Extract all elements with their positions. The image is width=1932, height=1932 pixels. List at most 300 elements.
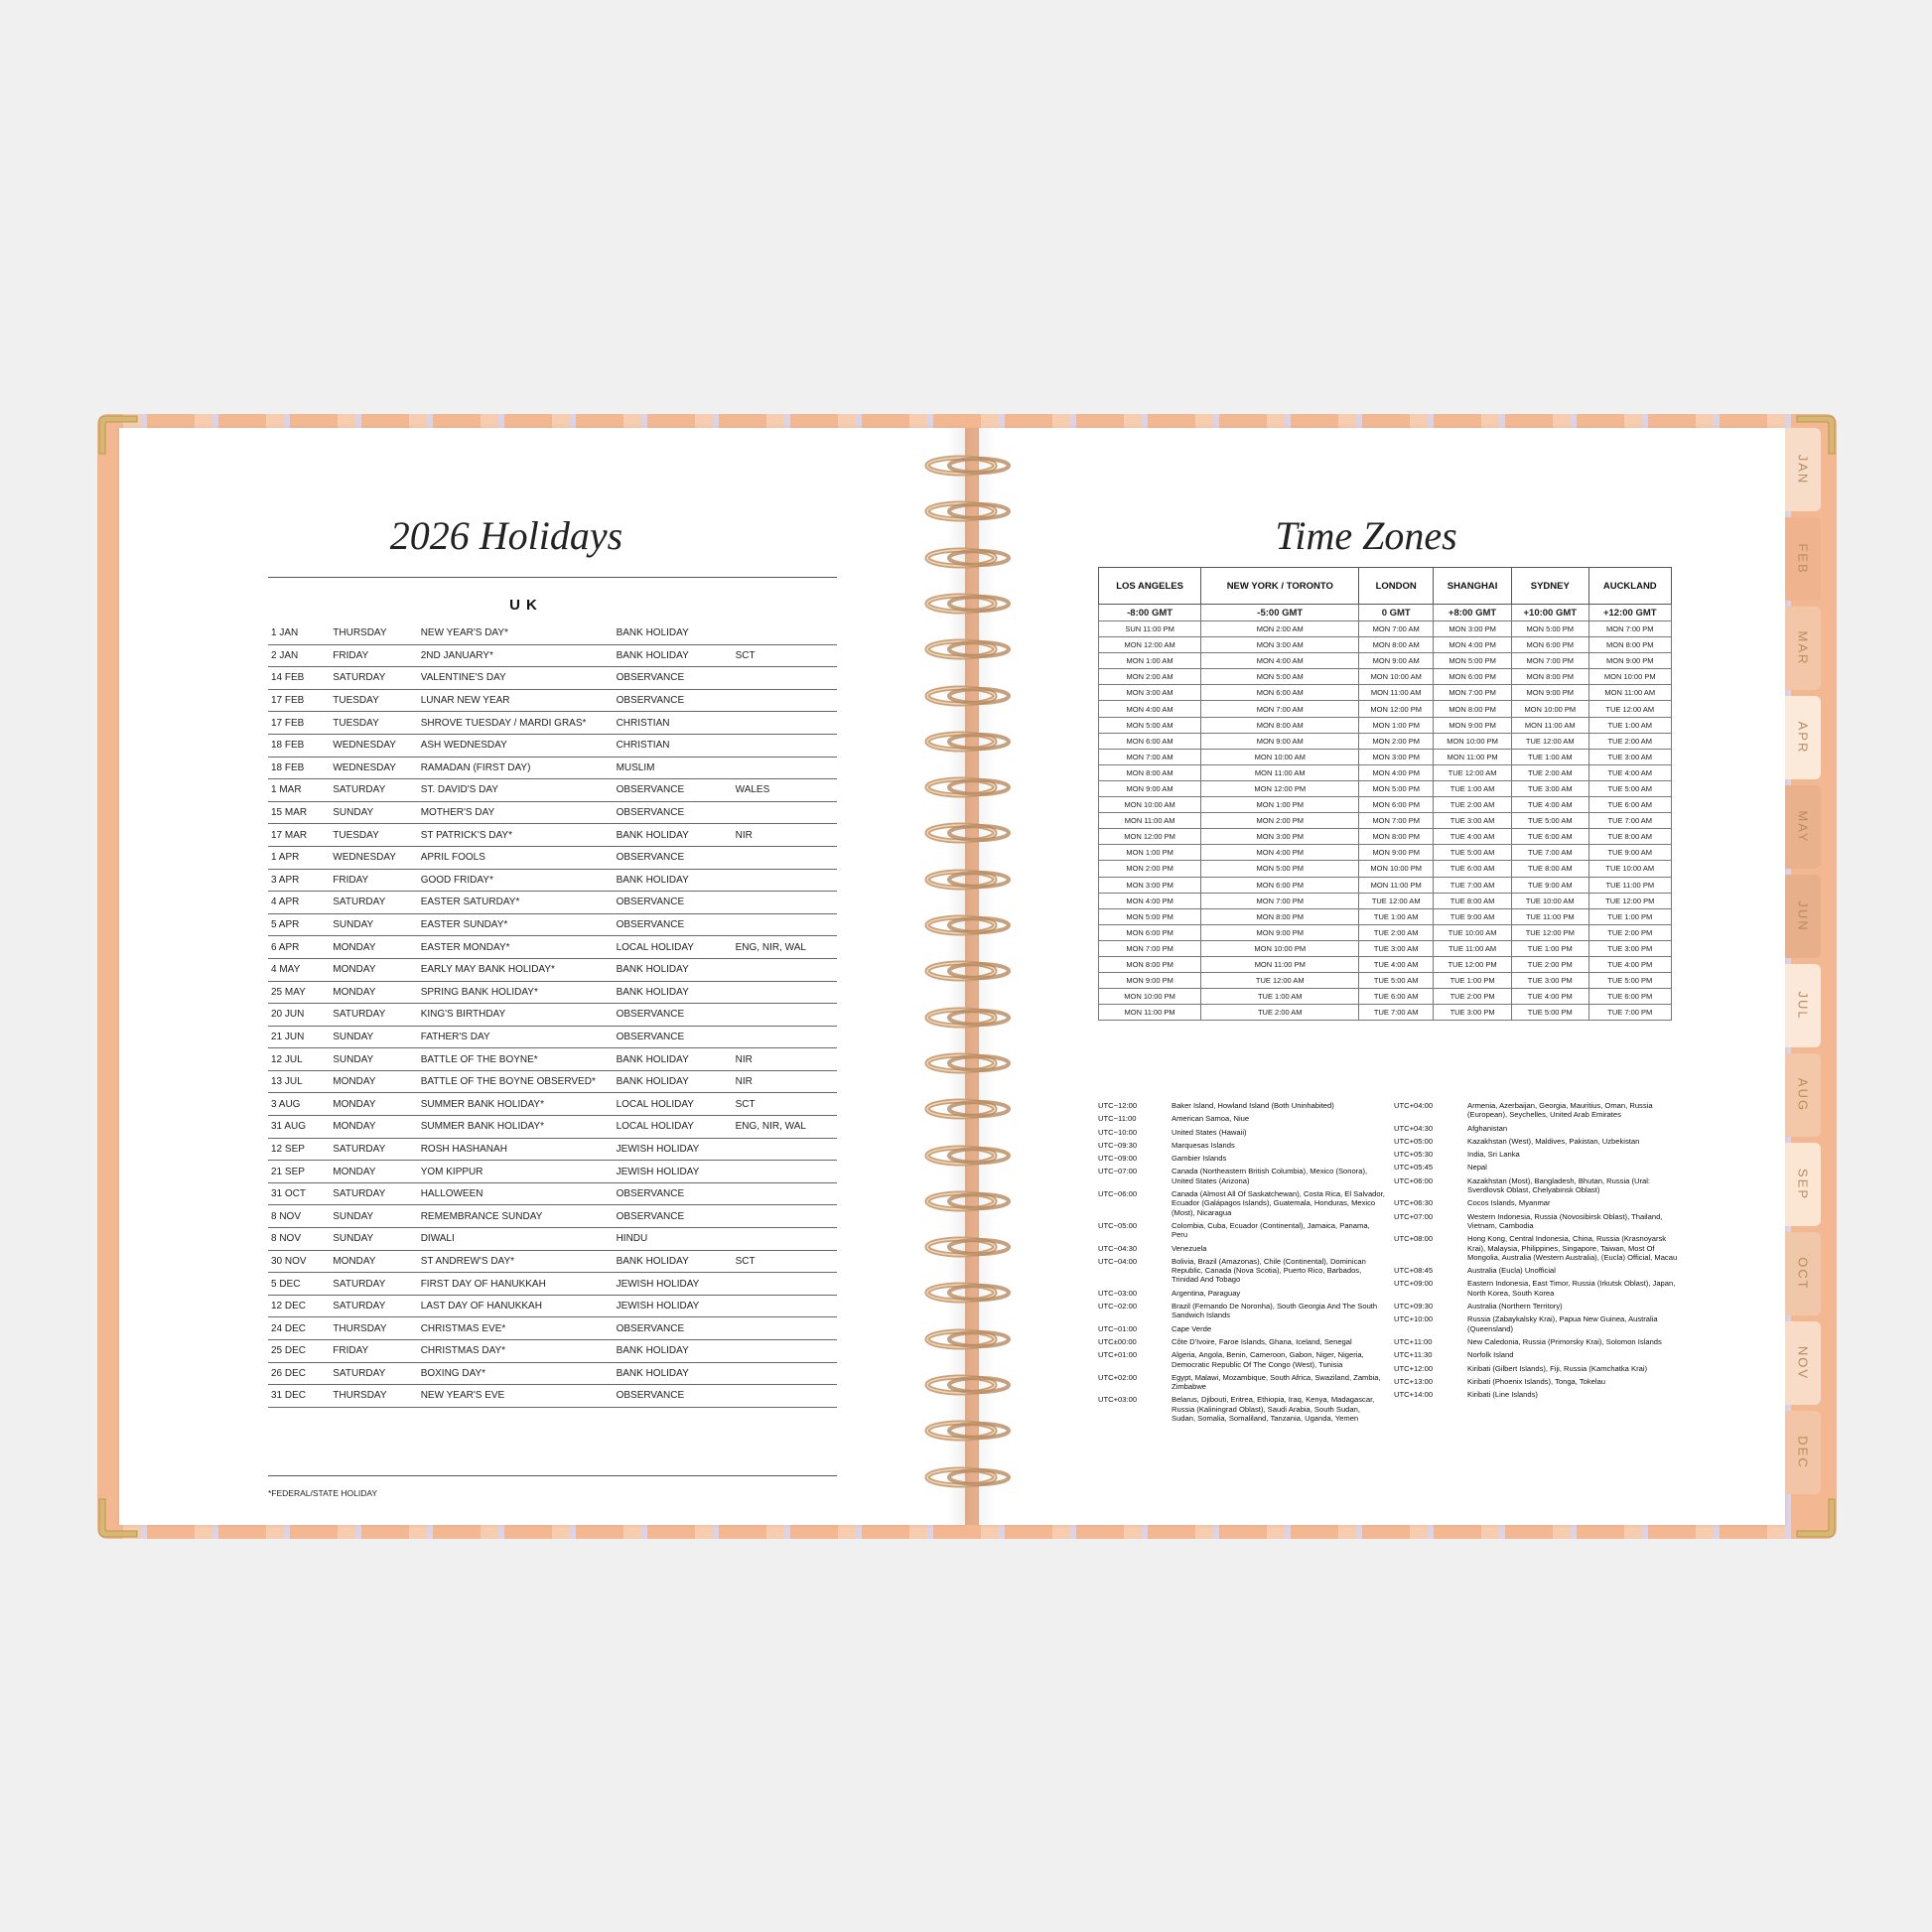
spiral-ring [921,821,1017,845]
holiday-type: BANK HOLIDAY [614,1362,733,1385]
utc-regions: Kazakhstan (Most), Bangladesh, Bhutan, Russia (Ural: Sverdlovsk Oblast, Chelyabinsk Oblast) [1467,1175,1651,1195]
time-cell: MON 4:00 PM [1099,893,1201,908]
month-tab-jun[interactable] [1785,875,1821,958]
holiday-weekday: THURSDAY [330,1385,417,1408]
month-tab-mar[interactable] [1785,607,1821,690]
time-cell: MON 8:00 AM [1359,637,1434,653]
holiday-row [268,981,837,1004]
time-cell: TUE 1:00 PM [1512,940,1588,956]
month-tab-nov[interactable] [1785,1321,1821,1405]
time-cell: MON 4:00 PM [1434,637,1512,653]
time-cell: MON 9:00 PM [1201,924,1359,940]
holiday-weekday: THURSDAY [330,1317,417,1340]
time-cell: TUE 11:00 PM [1588,877,1671,893]
time-cell: MON 11:00 AM [1099,813,1201,829]
time-cell: MON 3:00 PM [1359,749,1434,764]
utc-entry [1394,1176,1682,1195]
time-cell: MON 1:00 AM [1099,653,1201,669]
holiday-type: JEWISH HOLIDAY [614,1161,733,1183]
time-cell: TUE 1:00 AM [1588,717,1671,733]
time-cell: MON 7:00 PM [1588,621,1671,637]
utc-regions: Kiribati (Line Islands) [1467,1390,1538,1400]
holiday-date: 31 DEC [268,1385,330,1408]
holiday-row [268,1048,837,1071]
time-cell: TUE 10:00 AM [1588,861,1671,877]
utc-regions: India, Sri Lanka [1467,1150,1520,1160]
time-cell: MON 8:00 PM [1201,908,1359,924]
time-cell: TUE 4:00 AM [1359,956,1434,972]
holiday-weekday: MONDAY [330,1161,417,1183]
utc-offset: UTC+09:30 [1394,1302,1434,1311]
title-rule [268,577,837,578]
utc-offset: UTC−07:00 [1098,1167,1138,1176]
utc-offset: UTC−09:30 [1098,1140,1138,1150]
holiday-name: NEW YEAR'S DAY* [418,622,614,644]
utc-regions: Venezuela [1172,1243,1207,1253]
time-cell: MON 9:00 AM [1359,653,1434,669]
holiday-type: OBSERVANCE [614,1004,733,1027]
holiday-name: CHRISTMAS EVE* [418,1317,614,1340]
spiral-ring [921,454,1017,478]
time-cell: TUE 9:00 AM [1512,877,1588,893]
holiday-date: 17 MAR [268,824,330,847]
utc-entry [1394,1234,1682,1262]
holiday-date: 31 OCT [268,1182,330,1205]
time-cell: MON 4:00 PM [1359,764,1434,780]
utc-offset: UTC−02:00 [1098,1302,1138,1311]
time-cell: MON 5:00 PM [1512,621,1588,637]
time-row [1099,749,1672,764]
time-row [1099,829,1672,845]
time-cell: TUE 4:00 AM [1588,764,1671,780]
holiday-type: JEWISH HOLIDAY [614,1295,733,1317]
time-cell: MON 5:00 AM [1201,669,1359,685]
time-cell: MON 6:00 PM [1434,669,1512,685]
holiday-region [733,1362,837,1385]
holiday-name: BOXING DAY* [418,1362,614,1385]
holidays-title: 2026 Holidays [389,513,623,558]
utc-regions: Western Indonesia, Russia (Novosibirsk Oblast), Thailand, Vietnam, Cambodia [1467,1211,1663,1230]
holiday-row [268,734,837,757]
spiral-ring [921,730,1017,754]
holiday-date: 17 FEB [268,712,330,735]
time-cell: MON 2:00 PM [1201,813,1359,829]
utc-offset: UTC+01:00 [1098,1350,1138,1360]
time-row [1099,940,1672,956]
holiday-date: 31 AUG [268,1116,330,1139]
holiday-type: LOCAL HOLIDAY [614,1116,733,1139]
holiday-weekday: MONDAY [330,936,417,959]
holiday-row [268,869,837,892]
utc-offset: UTC−03:00 [1098,1288,1138,1298]
city-header: AUCKLAND [1588,568,1671,605]
holiday-date: 17 FEB [268,689,330,712]
utc-entry [1394,1137,1682,1146]
utc-entry [1098,1101,1386,1110]
utc-entry [1394,1266,1682,1275]
holiday-weekday: FRIDAY [330,869,417,892]
utc-offset: UTC−04:00 [1098,1256,1138,1266]
holiday-weekday: TUESDAY [330,712,417,735]
holiday-weekday: SATURDAY [330,1273,417,1296]
time-cell: MON 4:00 AM [1099,701,1201,717]
time-cell: TUE 5:00 PM [1512,1005,1588,1021]
time-cell: MON 8:00 PM [1359,829,1434,845]
holiday-row [268,913,837,936]
utc-list-left [1098,1101,1386,1427]
time-cell: TUE 3:00 AM [1434,813,1512,829]
holiday-row [268,958,837,981]
time-cell: TUE 4:00 PM [1588,956,1671,972]
holiday-region [733,757,837,779]
holiday-region [733,689,837,712]
holiday-date: 13 JUL [268,1070,330,1093]
utc-entry [1394,1364,1682,1373]
holiday-weekday: WEDNESDAY [330,846,417,869]
holiday-name: NEW YEAR'S EVE [418,1385,614,1408]
holiday-type: BANK HOLIDAY [614,1250,733,1273]
time-cell: TUE 5:00 AM [1588,780,1671,796]
utc-offset: UTC+10:00 [1394,1314,1434,1324]
month-tab-oct[interactable] [1785,1232,1821,1315]
time-cell: TUE 10:00 AM [1512,893,1588,908]
time-cell: MON 3:00 PM [1201,829,1359,845]
holiday-type: BANK HOLIDAY [614,981,733,1004]
utc-entry [1098,1395,1386,1423]
holiday-name: EASTER SUNDAY* [418,913,614,936]
time-cell: MON 1:00 PM [1359,717,1434,733]
month-tab-dec[interactable] [1785,1411,1821,1494]
utc-offset: UTC±00:00 [1098,1336,1137,1346]
holiday-type: OBSERVANCE [614,667,733,690]
time-cell: MON 12:00 AM [1099,637,1201,653]
time-cell: MON 1:00 PM [1099,845,1201,861]
holiday-name: VALENTINE'S DAY [418,667,614,690]
time-row [1099,653,1672,669]
time-row [1099,669,1672,685]
holiday-region [733,801,837,824]
time-cell: MON 11:00 AM [1512,717,1588,733]
spiral-ring [921,1373,1017,1397]
time-row [1099,1005,1672,1021]
spiral-ring [921,868,1017,892]
month-tab-label: OCT [1795,1257,1811,1291]
utc-regions: Côte D'Ivoire, Faroe Islands, Ghana, Iceland, Senegal [1172,1336,1352,1346]
utc-regions: Kiribati (Gilbert Islands), Fiji, Russia (Kamchatka Krai) [1467,1363,1648,1373]
utc-entry [1394,1350,1682,1359]
holiday-type: BANK HOLIDAY [614,1340,733,1363]
utc-regions: Canada (Almost All Of Saskatchewan), Costa Rica, El Salvador, Ecuador (Galápagos Islands), Guatemala, Honduras, Mexico (Most), Nicaragua [1172,1189,1385,1217]
spiral-ring [921,1419,1017,1443]
time-cell: MON 6:00 PM [1099,924,1201,940]
holiday-region: NIR [733,1048,837,1071]
holiday-date: 30 NOV [268,1250,330,1273]
time-cell: MON 9:00 PM [1588,653,1671,669]
utc-entry [1394,1302,1682,1311]
month-tab-label: JUL [1795,991,1811,1021]
holiday-row [268,1004,837,1027]
holiday-date: 12 JUL [268,1048,330,1071]
time-cell: TUE 12:00 PM [1588,893,1671,908]
spiral-binding [921,454,1017,1521]
month-tab-label: MAR [1795,630,1811,666]
holiday-row [268,1205,837,1228]
gmt-offset: +12:00 GMT [1588,605,1671,621]
month-tab-aug[interactable] [1785,1053,1821,1137]
holiday-date: 21 JUN [268,1026,330,1048]
holiday-name: ST ANDREW'S DAY* [418,1250,614,1273]
holiday-row [268,1070,837,1093]
time-cell: TUE 8:00 AM [1588,829,1671,845]
holiday-type: BANK HOLIDAY [614,622,733,644]
utc-regions: Kazakhstan (West), Maldives, Pakistan, Uzbekistan [1467,1136,1640,1146]
spiral-ring [921,775,1017,799]
time-cell: TUE 1:00 PM [1434,973,1512,989]
holiday-region [733,1385,837,1408]
time-cell: TUE 12:00 PM [1512,924,1588,940]
time-row [1099,845,1672,861]
spiral-ring [921,1281,1017,1305]
holiday-type: BANK HOLIDAY [614,869,733,892]
holiday-weekday: SUNDAY [330,1228,417,1251]
time-cell: TUE 6:00 AM [1434,861,1512,877]
time-cell: MON 7:00 AM [1201,701,1359,717]
utc-entry [1394,1198,1682,1207]
time-cell: TUE 1:00 PM [1588,908,1671,924]
holiday-region [733,1317,837,1340]
holiday-date: 12 SEP [268,1138,330,1161]
utc-offset: UTC−12:00 [1098,1101,1138,1110]
holiday-type: JEWISH HOLIDAY [614,1138,733,1161]
time-row [1099,861,1672,877]
utc-offset: UTC−10:00 [1098,1127,1138,1137]
holiday-type: BANK HOLIDAY [614,958,733,981]
time-cell: MON 7:00 PM [1201,893,1359,908]
time-cell: MON 10:00 PM [1099,989,1201,1005]
holiday-row [268,689,837,712]
time-cell: MON 6:00 AM [1099,733,1201,749]
time-cell: MON 9:00 AM [1201,733,1359,749]
time-cell: TUE 8:00 AM [1512,861,1588,877]
time-cell: TUE 5:00 AM [1434,845,1512,861]
holiday-name: BATTLE OF THE BOYNE* [418,1048,614,1071]
city-header: NEW YORK / TORONTO [1201,568,1359,605]
holiday-weekday: SATURDAY [330,1295,417,1317]
holiday-row [268,1093,837,1116]
holiday-type: CHRISTIAN [614,734,733,757]
holiday-name: SPRING BANK HOLIDAY* [418,981,614,1004]
time-row [1099,908,1672,924]
holiday-date: 15 MAR [268,801,330,824]
time-cell: TUE 12:00 AM [1512,733,1588,749]
holiday-region [733,712,837,735]
time-row [1099,637,1672,653]
city-header: LOS ANGELES [1099,568,1201,605]
time-row [1099,764,1672,780]
time-cell: MON 7:00 PM [1359,813,1434,829]
month-tab-label: AUG [1795,1077,1811,1113]
time-cell: TUE 3:00 AM [1588,749,1671,764]
utc-entry [1098,1302,1386,1320]
corner-guard-top-left [95,412,141,458]
utc-offset: UTC+06:30 [1394,1198,1434,1208]
month-tab-may[interactable] [1785,785,1821,869]
time-row [1099,877,1672,893]
time-cell: MON 10:00 AM [1359,669,1434,685]
time-cell: TUE 5:00 AM [1512,813,1588,829]
time-cell: TUE 12:00 AM [1588,701,1671,717]
month-tab-jul[interactable] [1785,964,1821,1047]
holiday-region [733,869,837,892]
holiday-date: 25 MAY [268,981,330,1004]
utc-offset: UTC+05:45 [1394,1163,1434,1173]
gmt-offset: 0 GMT [1359,605,1434,621]
holiday-row [268,1138,837,1161]
holiday-name: REMEMBRANCE SUNDAY [418,1205,614,1228]
holiday-region: SCT [733,1250,837,1273]
time-cell: TUE 2:00 AM [1588,733,1671,749]
timezone-table [1098,567,1672,1021]
holiday-region [733,846,837,869]
time-cell: MON 10:00 AM [1099,797,1201,813]
time-row [1099,733,1672,749]
holiday-name: HALLOWEEN [418,1182,614,1205]
utc-regions: Armenia, Azerbaijan, Georgia, Mauritius, Oman, Russia (European), Seychelles, United Arab Emirates [1467,1101,1653,1120]
utc-offset: UTC+04:30 [1394,1123,1434,1133]
holiday-date: 4 MAY [268,958,330,981]
holiday-name: SHROVE TUESDAY / MARDI GRAS* [418,712,614,735]
holiday-name: CHRISTMAS DAY* [418,1340,614,1363]
holiday-weekday: SATURDAY [330,1182,417,1205]
holiday-type: BANK HOLIDAY [614,1070,733,1093]
month-tab-apr[interactable] [1785,696,1821,779]
time-cell: MON 11:00 AM [1201,764,1359,780]
holiday-weekday: WEDNESDAY [330,757,417,779]
holiday-name: APRIL FOOLS [418,846,614,869]
time-cell: TUE 7:00 PM [1588,1005,1671,1021]
time-row [1099,701,1672,717]
time-cell: MON 12:00 PM [1201,780,1359,796]
time-cell: MON 9:00 AM [1099,780,1201,796]
month-tab-label: SEP [1795,1168,1811,1201]
holiday-weekday: WEDNESDAY [330,734,417,757]
holiday-row [268,1182,837,1205]
holiday-type: CHRISTIAN [614,712,733,735]
time-cell: MON 1:00 PM [1201,797,1359,813]
utc-entry [1098,1350,1386,1369]
month-tab-sep[interactable] [1785,1143,1821,1226]
utc-entry [1098,1189,1386,1217]
holiday-region [733,1026,837,1048]
time-cell: TUE 12:00 PM [1434,956,1512,972]
time-cell: TUE 12:00 AM [1359,893,1434,908]
holiday-region [733,1295,837,1317]
time-cell: MON 9:00 PM [1512,685,1588,701]
holiday-row [268,1317,837,1340]
holiday-row [268,757,837,779]
holiday-weekday: SUNDAY [330,1048,417,1071]
holiday-date: 12 DEC [268,1295,330,1317]
utc-offset: UTC+08:45 [1394,1266,1434,1276]
month-tab-label: FEB [1795,543,1811,575]
holiday-row [268,622,837,644]
holiday-name: GOOD FRIDAY* [418,869,614,892]
utc-offset: UTC+13:00 [1394,1376,1434,1386]
holiday-weekday: SATURDAY [330,667,417,690]
gmt-offset: +8:00 GMT [1434,605,1512,621]
holiday-region: ENG, NIR, WAL [733,936,837,959]
time-cell: TUE 2:00 AM [1359,924,1434,940]
spiral-ring [921,1465,1017,1489]
utc-entry [1394,1101,1682,1120]
time-cell: MON 11:00 AM [1359,685,1434,701]
holiday-name: BATTLE OF THE BOYNE OBSERVED* [418,1070,614,1093]
time-cell: TUE 8:00 AM [1434,893,1512,908]
holiday-type: JEWISH HOLIDAY [614,1273,733,1296]
month-tab-feb[interactable] [1785,517,1821,601]
utc-regions: Bolivia, Brazil (Amazonas), Chile (Continental), Dominican Republic, Canada (Nova Scotia), Puerto Rico, Barbados, Trinidad And Tobago [1172,1256,1366,1285]
holiday-row [268,824,837,847]
time-cell: MON 6:00 PM [1359,797,1434,813]
holiday-type: LOCAL HOLIDAY [614,1093,733,1116]
spiral-ring [921,546,1017,570]
holiday-name: 2ND JANUARY* [418,644,614,667]
holiday-region [733,1161,837,1183]
utc-regions: Australia (Northern Territory) [1467,1302,1563,1311]
holiday-name: EARLY MAY BANK HOLIDAY* [418,958,614,981]
spiral-ring [921,1006,1017,1030]
time-cell: MON 12:00 PM [1359,701,1434,717]
utc-regions: Kiribati (Phoenix Islands), Tonga, Tokelau [1467,1376,1606,1386]
holiday-region [733,913,837,936]
holiday-weekday: SUNDAY [330,801,417,824]
holiday-weekday: SATURDAY [330,1004,417,1027]
time-cell: TUE 4:00 PM [1512,989,1588,1005]
utc-entry [1394,1150,1682,1159]
time-cell: TUE 1:00 AM [1434,780,1512,796]
holiday-region [733,622,837,644]
utc-entry [1098,1289,1386,1298]
spiral-ring [921,1235,1017,1259]
utc-entry [1098,1257,1386,1285]
utc-offset: UTC+02:00 [1098,1372,1138,1382]
time-cell: MON 5:00 PM [1359,780,1434,796]
utc-regions: Afghanistan [1467,1123,1508,1133]
holiday-type: OBSERVANCE [614,1385,733,1408]
holiday-date: 1 APR [268,846,330,869]
time-cell: TUE 5:00 PM [1588,973,1671,989]
utc-regions: United States (Hawaii) [1172,1127,1247,1137]
time-cell: TUE 3:00 PM [1434,1005,1512,1021]
time-cell: TUE 1:00 AM [1512,749,1588,764]
holiday-region [733,1273,837,1296]
utc-regions: American Samoa, Niue [1172,1114,1250,1124]
time-cell: TUE 3:00 PM [1512,973,1588,989]
utc-offset: UTC+14:00 [1394,1390,1434,1400]
time-cell: TUE 2:00 AM [1434,797,1512,813]
spiral-ring [921,637,1017,661]
utc-list-right [1394,1101,1682,1403]
utc-offset: UTC+11:30 [1394,1350,1433,1360]
time-cell: MON 5:00 PM [1201,861,1359,877]
time-row [1099,924,1672,940]
time-cell: TUE 2:00 AM [1201,1005,1359,1021]
right-page [979,428,1785,1525]
spiral-ring [921,1189,1017,1213]
holiday-region: NIR [733,824,837,847]
holiday-weekday: SUNDAY [330,913,417,936]
holiday-date: 1 JAN [268,622,330,644]
